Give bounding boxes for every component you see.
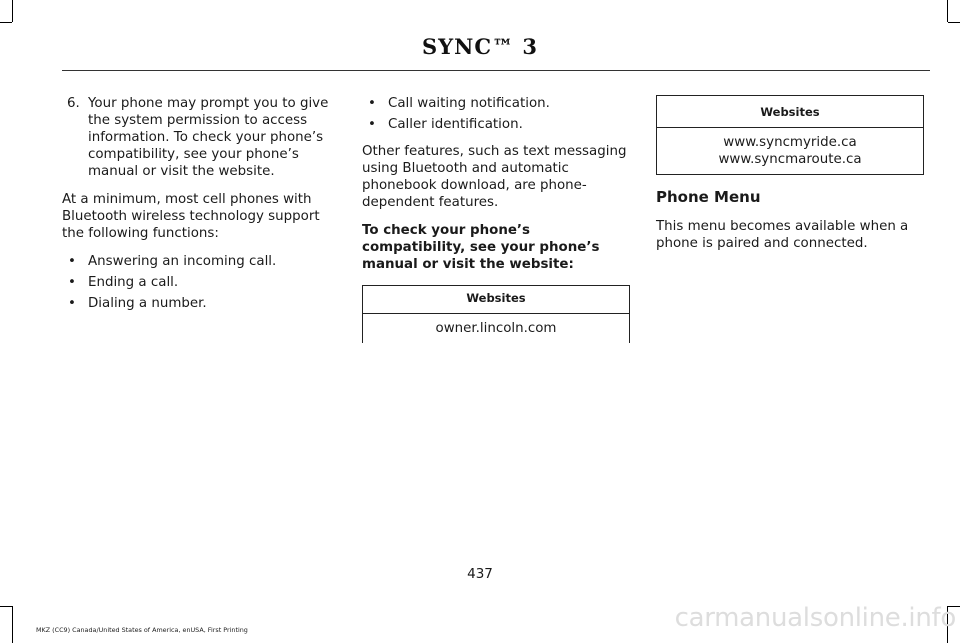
- step-number: 6.: [67, 96, 80, 111]
- column-middle: [362, 95, 630, 343]
- crop-mark: [12, 606, 13, 643]
- list-item: • Dialing a number.: [62, 295, 338, 312]
- phone-menu-paragraph: This menu becomes available when a phone is paired and connected.: [656, 219, 909, 251]
- step-text: Your phone may prompt you to give the system permission to access information. To check your phone’s compatibility, see your phone’s manual or visit the website.: [88, 96, 329, 179]
- feature-list: [362, 95, 630, 133]
- section-heading: Phone Menu: [656, 188, 761, 206]
- intro-paragraph: At a minimum, most cell phones with Bluetooth wireless technology support the following functions:: [62, 192, 320, 241]
- page-title: SYNC™ 3: [422, 34, 538, 59]
- compatibility-instruction: To check your phone’s compatibility, see your phone’s manual or visit the website:: [362, 223, 600, 272]
- table-header: Websites: [363, 286, 629, 314]
- website-link[interactable]: www.syncmaroute.ca: [718, 152, 862, 167]
- numbered-step: [62, 95, 338, 180]
- website-link[interactable]: www.syncmyride.ca: [723, 135, 857, 150]
- list-item: • Answering an incoming call.: [62, 253, 338, 270]
- watermark: carmanualsonline.info: [674, 603, 956, 633]
- column-right: [656, 95, 924, 263]
- website-link[interactable]: owner.lincoln.com: [435, 321, 557, 336]
- column-left: [62, 95, 338, 322]
- list-item: • Caller identification.: [362, 116, 630, 133]
- header-divider: [62, 70, 930, 71]
- function-list: [62, 253, 338, 312]
- list-item: • Ending a call.: [62, 274, 338, 291]
- features-paragraph: Other features, such as text messaging using Bluetooth and automatic phonebook download, are phone-dependent features.: [362, 144, 627, 210]
- websites-table: [362, 285, 630, 343]
- crop-mark: [948, 22, 960, 23]
- crop-mark: [947, 0, 948, 22]
- page-number: 437: [467, 566, 493, 582]
- crop-mark: [0, 606, 12, 607]
- list-item: • Call waiting notification.: [362, 95, 630, 112]
- websites-table: [656, 95, 924, 175]
- crop-mark: [12, 0, 13, 22]
- table-header: Websites: [657, 96, 923, 128]
- footer-edition: MKZ (CC9) Canada/United States of America, enUSA, First Printing: [36, 626, 248, 634]
- crop-mark: [0, 22, 12, 23]
